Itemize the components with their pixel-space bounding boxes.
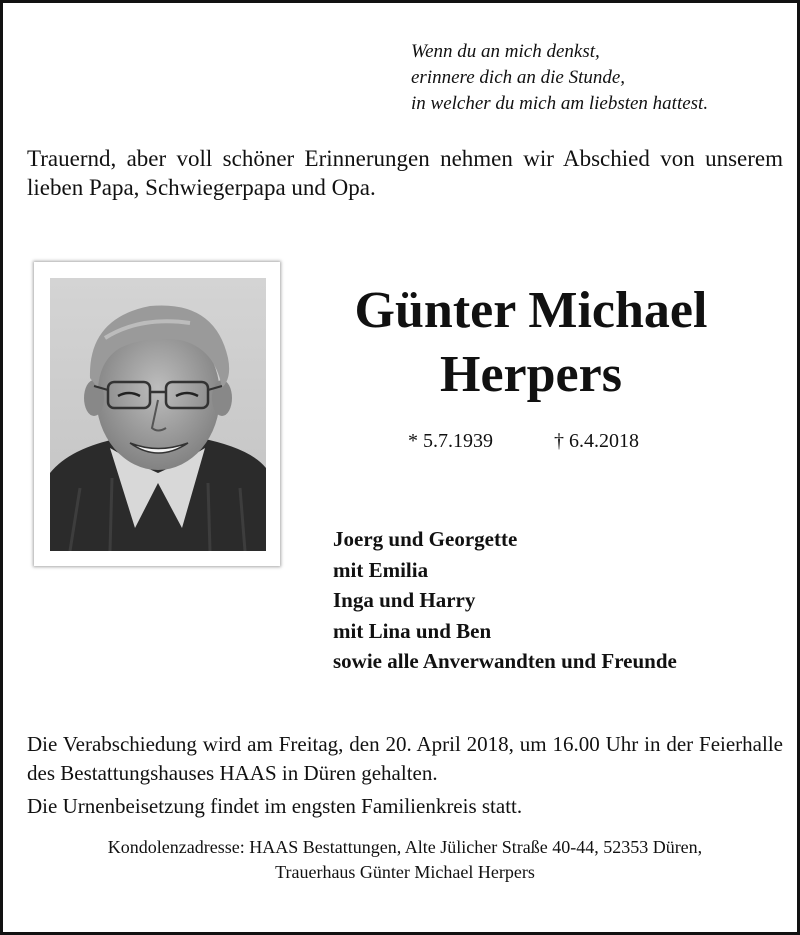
poem-line: erinnere dich an die Stunde,: [411, 67, 626, 88]
condolence-address: [27, 835, 783, 885]
portrait-photo: [50, 278, 266, 551]
name-line: Herpers: [440, 346, 622, 403]
condolence-line: Kondolenzadresse: HAAS Bestattungen, Alte Jülicher Straße 40-44, 52353 Düren,: [107, 837, 703, 857]
mourner-line: sowie alle Anverwandten und Freunde: [333, 649, 677, 673]
poem: [411, 39, 708, 117]
urn-burial-note: Die Urnenbeisetzung findet im engsten Familienkreis statt.: [27, 794, 523, 818]
poem-line: Wenn du an mich denkst,: [411, 41, 600, 62]
mourner-line: mit Emilia: [333, 557, 429, 582]
name-line: Günter Michael: [354, 282, 708, 339]
deceased-name: [303, 279, 759, 407]
birth-date: * 5.7.1939: [408, 430, 493, 452]
intro-text: Trauernd, aber voll schöner Erinnerungen nehmen wir Abschied von unserem lieben Papa, Schwiegerpapa und Opa.: [27, 146, 783, 200]
mourner-line: Joerg und Georgette: [333, 527, 518, 551]
funeral-details: Die Verabschiedung wird am Freitag, den 20. April 2018, um 16.00 Uhr in der Feierhalle des Bestattungshauses HAAS in Düren gehalten.: [27, 732, 783, 785]
condolence-line: Trauerhaus Günter Michael Herpers: [275, 862, 535, 882]
mourner-line: Inga und Harry: [333, 588, 476, 612]
mourner-line: mit Lina und Ben: [333, 618, 492, 643]
death-date: † 6.4.2018: [554, 430, 639, 452]
mourners-list: [333, 524, 677, 677]
portrait-frame: [34, 262, 280, 566]
poem-line: in welcher du mich am liebsten hattest.: [411, 93, 709, 114]
